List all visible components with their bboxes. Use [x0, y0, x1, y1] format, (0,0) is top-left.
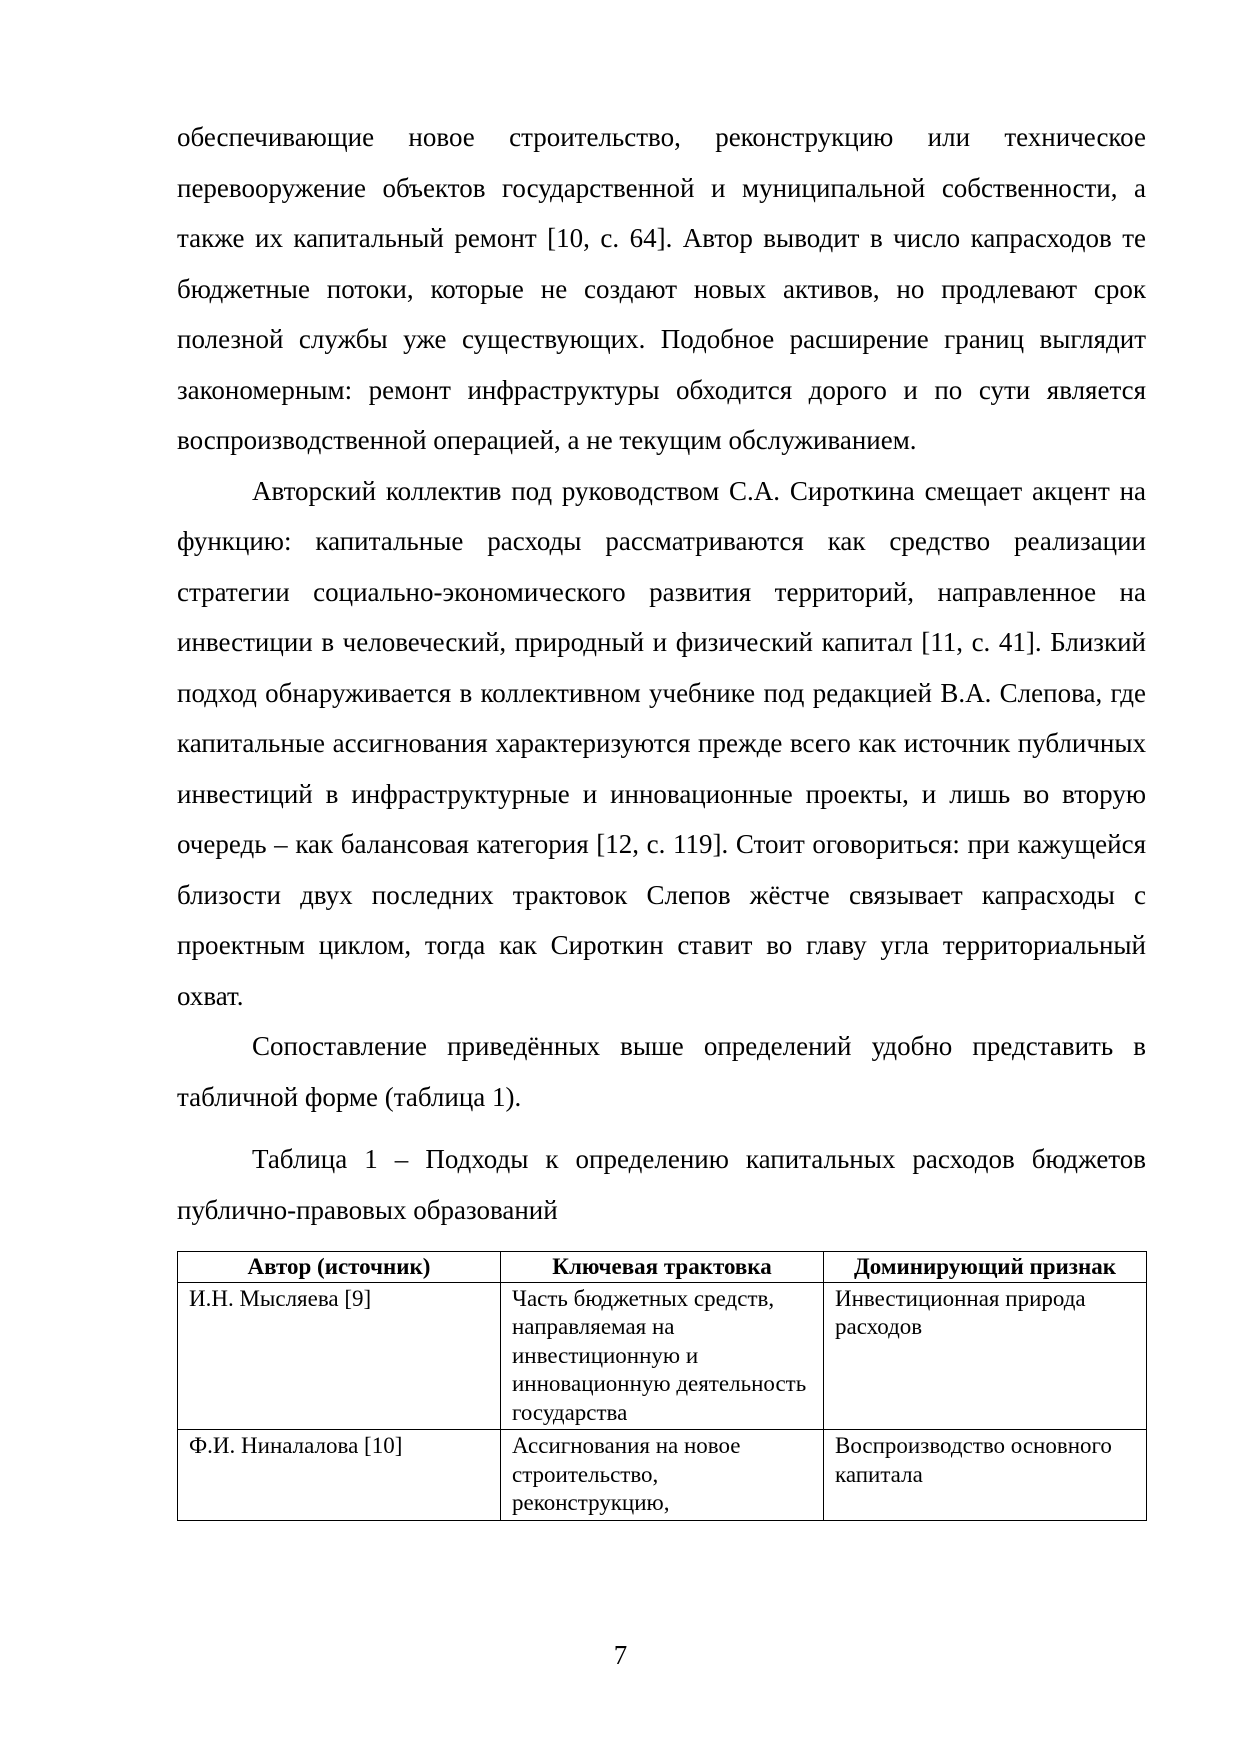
cell-dominant-feature: Воспроизводство основного капитала — [824, 1430, 1147, 1521]
paragraph-sirotkin: Авторский коллектив под руководством С.А. Сироткина смещает акцент на функцию: капитальные расходы рассматриваются как средство реализации стратегии социально-экономического развития территорий, направленное на инвестиции в человеческий, природный и физический капитал [11, с. 41]. Близкий подход обнаруживается в коллективном учебнике под редакцией В.А. Слепова, где капитальные ассигнования характеризуются прежде всего как источник публичных инвестиций в инфраструктурные и инновационные проекты, и лишь во вторую очередь – как балансовая категория [12, с. 119]. Стоит оговориться: при кажущейся близости двух последних трактовок Слепов жёстче связывает капрасходы с проектным циклом, тогда как Сироткин ставит во главу угла территориальный охват. — [177, 475, 1146, 1011]
approaches-table — [177, 1251, 1147, 1521]
document-page — [177, 112, 1146, 1521]
table-caption: Таблица 1 – Подходы к определению капитальных расходов бюджетов публично-правовых образований — [177, 1144, 1146, 1225]
paragraph-continuation: обеспечивающие новое строительство, реконструкцию или техническое перевооружение объектов государственной и муниципальной собственности, а также их капитальный ремонт [10, с. 64]. Автор выводит в число капрасходов те бюджетные потоки, которые не создают новых активов, но продлевают срок полезной службы уже существующих. Подобное расширение границ выглядит закономерным: ремонт инфраструктуры обходится дорого и по сути является воспроизводственной операцией, а не текущим обслуживанием. — [177, 122, 1146, 455]
cell-dominant-feature: Инвестиционная природа расходов — [824, 1282, 1147, 1430]
header-interpretation: Ключевая трактовка — [501, 1252, 824, 1283]
page-number: 7 — [613, 1640, 628, 1670]
table-row — [178, 1430, 1147, 1521]
cell-interpretation: Ассигнования на новое строительство, реконструкцию, — [501, 1430, 824, 1521]
table-row — [178, 1282, 1147, 1430]
cell-author: И.Н. Мысляева [9] — [178, 1282, 501, 1430]
table-header-row — [178, 1252, 1147, 1283]
cell-interpretation: Часть бюджетных средств, направляемая на инвестиционную и инновационную деятельность государства — [501, 1282, 824, 1430]
header-dominant-feature: Доминирующий признак — [824, 1252, 1147, 1283]
header-author: Автор (источник) — [178, 1252, 501, 1283]
paragraph-comparison: Сопоставление приведённых выше определений удобно представить в табличной форме (таблица 1). — [177, 1031, 1146, 1112]
cell-author: Ф.И. Ниналалова [10] — [178, 1430, 501, 1521]
